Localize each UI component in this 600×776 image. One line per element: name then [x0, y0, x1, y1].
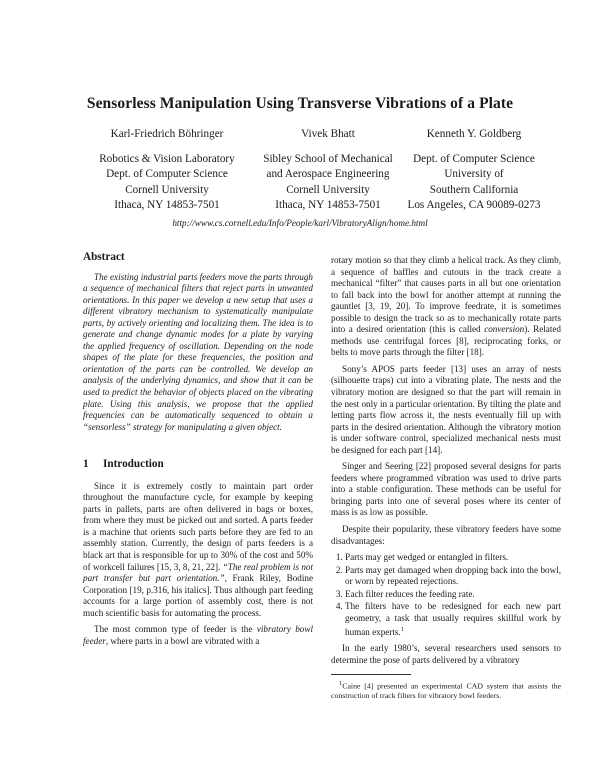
abstract-heading: Abstract	[83, 251, 125, 263]
intro-paragraph-2-cont: rotary motion so that they climb a helical track. As they climb, a sequence of baffles and cutouts in the track create a mechanical “filter” that causes parts in all but one orientation to fall back into the bowl for another attempt at running the gauntlet [3, 19, 20]. To improve feedrate, it is sometimes possible to design the track so as to mechanically rotate parts into a desired orientation (this is called conversion). Related methods use centrifugal forces [8], reciprocating forks, or belts to move parts through the filter [18].	[331, 255, 561, 358]
intro-paragraph-4: Singer and Seering [22] proposed several designs for parts feeders where programmed vibration was used to drive parts into a stable configuration. These methods can be useful for bringing parts into one of several poses where its center of mass is as low as possible.	[331, 461, 561, 518]
footnote: $^1$Caine [4] presented an experimental CAD system that assists the construction of track filters for vibratory bowl feeders.	[331, 680, 561, 701]
intro-paragraph-2: The most common type of feeder is the vibratory bowl feeder, where parts in a bowl are vibrated with a	[83, 624, 313, 646]
intro-paragraph-5: Despite their popularity, these vibratory feeders have some disadvantages:	[331, 524, 561, 546]
riley-quote: “The real problem is not part transfer but part orientation.”	[83, 561, 314, 584]
intro-heading	[83, 459, 313, 471]
left-column	[83, 252, 313, 652]
author-affiliation-1: Robotics & Vision Laboratory Dept. of Computer Science Cornell University Ithaca, NY 14853-7501	[99, 153, 235, 212]
author-name-3: Kenneth Y. Goldberg	[426, 128, 522, 140]
author-name-2: Vivek Bhatt	[301, 128, 355, 140]
list-item: 1. Parts may get wedged or entangled in filters.	[345, 552, 561, 564]
project-url[interactable]: http://www.cs.cornell.edu/Info/People/karl/VibratoryAlign/home.html	[172, 218, 428, 228]
right-column	[331, 255, 561, 701]
intro-paragraph-1: Since it is extremely costly to maintain part order throughout the manufacture cycle, for example by keeping parts in pallets, parts are often delivered in bags or boxes, from where they must be picked out and sorted. A parts feeder is a machine that orients such parts before they are fed to an assembly station. Currently, the design of parts feeders is a black art that is responsible for up to 30% of the cost and 50% of workcell failures [15, 3, 8, 21, 22]. “The real problem is not part transfer but part orientation.”, Frank Riley, Bodine Corporation [19, p.316, his italics]. Thus although part feeding accounts for a large portion of assembly cost, there is not much scientific basis for automating the process.	[83, 480, 314, 618]
disadvantages-list	[331, 552, 561, 639]
vibratory-bowl-feeder-term: vibratory bowl feeder	[83, 624, 313, 646]
intro-paragraph-3: Sony’s APOS parts feeder [13] uses an array of nests (silhouette traps) cut into a vibrating plate. The nests and the vibratory motion are designed so that the part will remain in the nest only in a particular orientation. By tilting the plate and letting parts flow across it, the nests eventually fill up with parts in the desired orientation. Although the vibratory motion is under software control, specialized mechanical nests must be designed for each part [14].	[331, 363, 561, 455]
author-affiliation-2: Sibley School of Mechanical and Aerospace Engineering Cornell University Ithaca, NY 14853-7501	[263, 153, 393, 212]
footnote-rule	[331, 674, 411, 675]
footnote-marker: 1	[400, 626, 404, 634]
intro-paragraph-6: In the early 1980’s, several researchers used sensors to determine the pose of parts delivered by a vibratory	[331, 643, 561, 665]
section-number: 1	[83, 458, 89, 471]
conversion-term: conversion	[484, 324, 525, 335]
paper-title: Sensorless Manipulation Using Transverse Vibrations of a Plate	[86, 95, 514, 112]
list-item: 2. Parts may get damaged when dropping back into the bowl, or worn by repeated rejections.	[345, 565, 561, 588]
author-name-1: Karl-Friedrich Böhringer	[110, 128, 224, 140]
list-item: 3. Each filter reduces the feeding rate.	[345, 589, 561, 601]
list-item: 4. The filters have to be redesigned for each new part geometry, a task that usually requires skillful work by human experts.$^1$	[345, 601, 561, 639]
section-title: Introduction	[103, 458, 164, 471]
abstract-text: The existing industrial parts feeders move the parts through a sequence of mechanical filters that reject parts in unwanted orientations. In this paper we develop a new setup that uses a different vibratory mechanism to systematically manipulate parts, by actively orienting and localizing them. The idea is to generate and change dynamic modes for a plate by varying the applied frequency of oscillation. Depending on the node shapes of the plate for these frequencies, the position and orientation of the parts can be controlled. We develop an analysis of the underlying dynamics, and show that it can be used to predict the behavior of objects placed on the vibrating plate. Using this analysis, we propose that the applied frequencies can be automatically sequenced to obtain a “sensorless” strategy for manipulating a given object.	[83, 271, 313, 432]
author-affiliation-3: Dept. of Computer Science University of Southern California Los Angeles, CA 90089-0273	[407, 153, 541, 212]
